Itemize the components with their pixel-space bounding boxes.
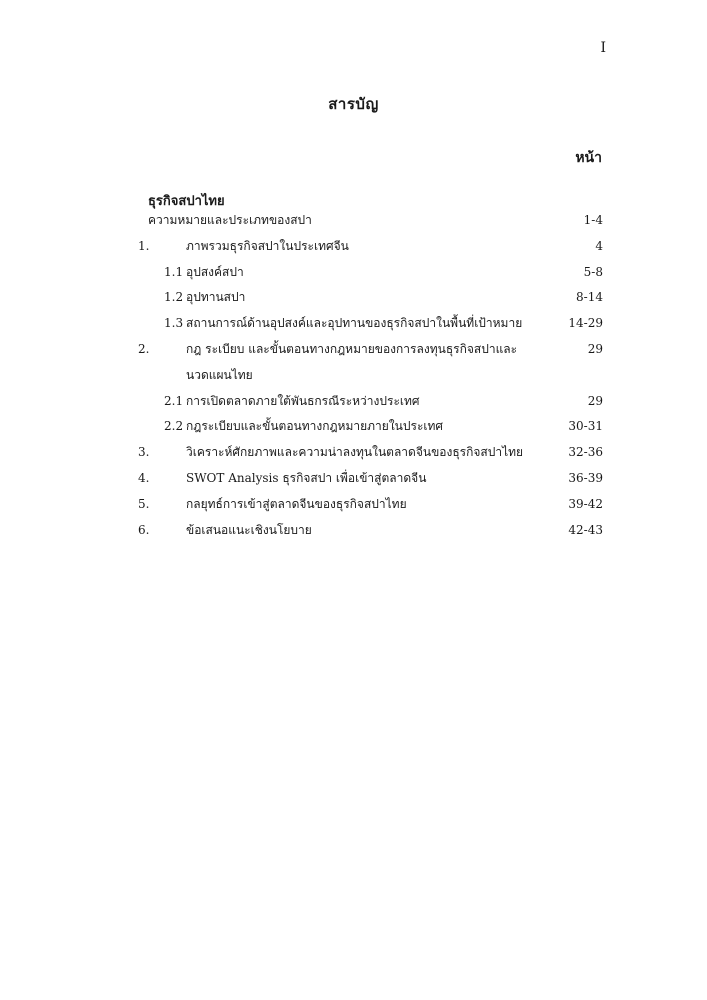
toc-entry-title: กฎ ระเบียบ และขั้นตอนทางกฎหมายของการลงทุนธุรกิจสปาและ <box>186 341 518 356</box>
toc-entry-title: ภาพรวมธุรกิจสปาในประเทศจีน <box>186 238 349 253</box>
page-title: สารบัญ <box>328 95 379 113</box>
toc-entry-1-2 <box>0 285 707 311</box>
toc-entry-page: 42-43 <box>568 522 603 537</box>
toc-entry-title: อุปสงค์สปา <box>186 264 244 279</box>
toc-entry-number: 3. <box>138 445 150 460</box>
toc-entry-6 <box>0 518 707 544</box>
toc-entry-title: กฎระเบียบและขั้นตอนทางกฎหมายภายในประเทศ <box>186 419 444 434</box>
toc-entry-page: 29 <box>587 341 603 356</box>
toc-entry-number: 2. <box>138 341 150 356</box>
toc-entry-title: กลยุทธ์การเข้าสู่ตลาดจีนของธุรกิจสปาไทย <box>186 496 407 511</box>
toc-entry-3 <box>0 440 707 466</box>
toc-entry-number: 2.2 <box>164 419 184 434</box>
toc-entry-number: 1.2 <box>164 290 184 305</box>
section-heading: ธุรกิจสปาไทย <box>148 194 225 209</box>
toc-entry-1 <box>0 234 707 260</box>
toc-entry-title: อุปทานสปา <box>186 290 246 305</box>
toc-entry-page: 30-31 <box>568 419 603 434</box>
toc-entry-page: 32-36 <box>568 445 603 460</box>
toc-entry-page: 14-29 <box>568 316 603 331</box>
toc-entry-number: 1.1 <box>164 264 184 279</box>
toc-entry-4 <box>0 466 707 492</box>
toc-entry-2-2 <box>0 414 707 440</box>
toc-entry-number: 6. <box>138 522 150 537</box>
toc-entry-intro <box>0 208 707 234</box>
toc-entry-page: 8-14 <box>576 290 603 305</box>
toc-entry-title: สถานการณ์ด้านอุปสงค์และอุปทานของธุรกิจสปาในพื้นที่เป้าหมาย <box>186 316 523 331</box>
toc-entry-2 <box>0 337 707 363</box>
toc-entry-page: 29 <box>587 393 603 408</box>
toc-entry-title: ความหมายและประเภทของสปา <box>148 213 312 227</box>
page-column-header: หน้า <box>575 150 602 166</box>
toc-entry-title: การเปิดตลาดภายใต้พันธกรณีระหว่างประเทศ <box>186 393 420 408</box>
toc-entry-number: 2.1 <box>164 393 184 408</box>
toc-entry-title-continuation: นวดแผนไทย <box>186 367 253 382</box>
toc-entry-page: 1-4 <box>583 213 603 227</box>
toc-entry-page: 4 <box>595 238 603 253</box>
toc-entry-page: 39-42 <box>568 496 603 511</box>
toc-entry-number: 1.3 <box>164 316 184 331</box>
page-number: I <box>600 40 606 56</box>
toc-entry-title: SWOT Analysis ธุรกิจสปา เพื่อเข้าสู่ตลาดจีน <box>186 470 427 485</box>
toc-entry-number: 1. <box>138 238 150 253</box>
toc-entry-number: 5. <box>138 496 150 511</box>
toc-entry-title: ข้อเสนอแนะเชิงนโยบาย <box>186 522 312 537</box>
table-of-contents <box>0 208 707 543</box>
toc-entry-2-continuation <box>0 363 707 389</box>
toc-entry-page: 36-39 <box>568 470 603 485</box>
toc-entry-title: วิเคราะห์ศักยภาพและความน่าลงทุนในตลาดจีนของธุรกิจสปาไทย <box>186 445 524 460</box>
toc-entry-5 <box>0 492 707 518</box>
toc-entry-page: 5-8 <box>583 264 603 279</box>
toc-entry-number: 4. <box>138 470 150 485</box>
toc-entry-2-1 <box>0 389 707 415</box>
toc-entry-1-1 <box>0 260 707 286</box>
toc-entry-1-3 <box>0 311 707 337</box>
